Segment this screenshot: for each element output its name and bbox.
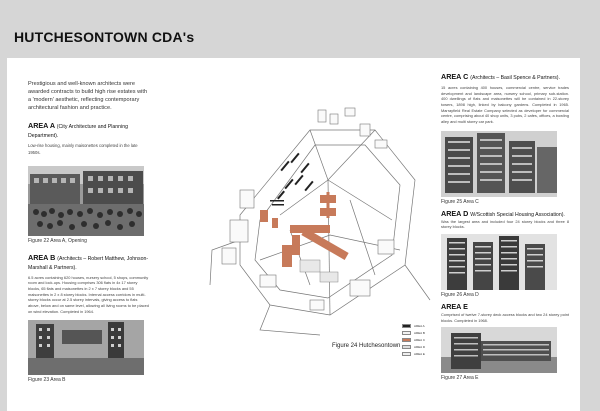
- legend-item-area-a: [402, 322, 425, 329]
- area-d-heading: [441, 209, 569, 218]
- site-map: [200, 100, 440, 340]
- site-map-drawing: [200, 100, 440, 340]
- area-b-title: AREA B: [28, 252, 56, 262]
- area-c-caption: Figure 25 Area C: [441, 198, 479, 205]
- intro-text: Prestigious and well-known architects were awarded contracts to build high rise estates with a 'modern' aesthetic, reflecting contemporary architectural fashion and practice.: [28, 81, 148, 112]
- area-c-heading: [441, 72, 569, 81]
- legend-swatch-area-b: [402, 331, 411, 335]
- map-caption: Figure 24 Hutchesontown: [332, 343, 401, 349]
- area-b-architect: (Architects – Robert Matthew, Johnson-Marshall & Partners).: [28, 255, 149, 271]
- area-a-caption: Figure 22 Area A, Opening: [28, 237, 87, 244]
- area-b-caption: Figure 23 Area B: [28, 377, 66, 384]
- legend-label-area-c: AREA C: [414, 337, 426, 342]
- legend-swatch-area-e: [402, 352, 411, 356]
- legend-swatch-area-c: [402, 338, 411, 342]
- legend-item-area-c: [402, 336, 425, 343]
- area-b-body: 6.5 acres containing 620 houses, nursery school, 5 shops, community room and lock-ups. Housing comprises 306 flats in 4x 17 storey blocks, 65 flats and maisonettes in 2 x 7 storey blocks and 55 maisonettes in 2 x 8 storey blocks. Internal access corridors in multi-storey blocks occur at 2.5 storey intervals, giving access to flats above, below and on same level, allowing all living rooms to be placed on wind elevation. Completed in 1964.: [28, 274, 149, 314]
- area-e-body: Comprised of twelve 7-storey deck access blocks and two 24 storey point blocks. Completed in 1968.: [441, 311, 569, 323]
- legend-label-area-e: AREA E: [414, 351, 425, 356]
- right-column: [441, 72, 569, 381]
- area-a-photo: [28, 166, 144, 236]
- map-legend: [402, 322, 425, 357]
- area-b-photo: [28, 320, 144, 375]
- area-c-architect: (Architects – Basil Spence & Partners).: [470, 75, 560, 81]
- legend-item-area-d: [402, 343, 425, 350]
- area-e-photo-image: [441, 327, 557, 373]
- area-e-caption: Figure 27 Area E: [441, 375, 479, 382]
- area-c-photo-image: [441, 131, 557, 197]
- area-a-architect: (City Architecture and Planning Department).: [28, 124, 128, 140]
- area-d-architect: W/Scottish Special Housing Association).: [470, 211, 565, 218]
- area-d-photo: [441, 234, 557, 290]
- area-c-body: 15 acres containing 400 houses, commercial centre, service trades development and landscape area, nursery school, primary sub-station. 400 dwellings of flats and maisonettes will be contained in 22-storey towers, 1898 high, linked by balcony gardens. Completed in 1965. Marrayfield Real Estate Company selected as developer for commercial centre, comprising about 40 shop units, 3 pubs, 2 cafes, offices, a bowling alley and multi storey car park.: [441, 85, 569, 124]
- area-d-caption: Figure 26 Area D: [441, 291, 479, 298]
- area-a-title: AREA A: [28, 121, 55, 131]
- area-e-title: AREA E: [441, 301, 468, 311]
- legend-label-area-a: AREA A: [414, 323, 425, 328]
- area-a-note: Low-rise housing, mainly maisonettes completed in the late 1950s.: [28, 143, 138, 155]
- legend-label-area-d: AREA D: [414, 344, 426, 349]
- area-c-photo: [441, 131, 557, 197]
- area-b-heading: [28, 253, 150, 271]
- legend-swatch-area-a: [402, 324, 411, 328]
- area-d-body: Was the largest area and included four 24 storey blocks and three 8 storey blocks.: [441, 218, 569, 230]
- page-title: HUTCHESONTOWN CDA's: [14, 29, 195, 45]
- area-d-photo-image: [441, 234, 557, 290]
- legend-swatch-area-d: [402, 345, 411, 349]
- area-c-title: AREA C: [441, 72, 469, 81]
- area-e-photo: [441, 327, 557, 373]
- area-b-photo-image: [28, 320, 144, 375]
- area-e-heading: [441, 302, 569, 311]
- area-a-heading: [28, 121, 150, 139]
- legend-label-area-b: AREA B: [414, 330, 425, 335]
- area-a-photo-image: [28, 166, 144, 236]
- legend-item-area-e: [402, 350, 425, 357]
- left-column: [28, 80, 150, 383]
- area-d-title: AREA D: [441, 208, 469, 218]
- legend-item-area-b: [402, 329, 425, 336]
